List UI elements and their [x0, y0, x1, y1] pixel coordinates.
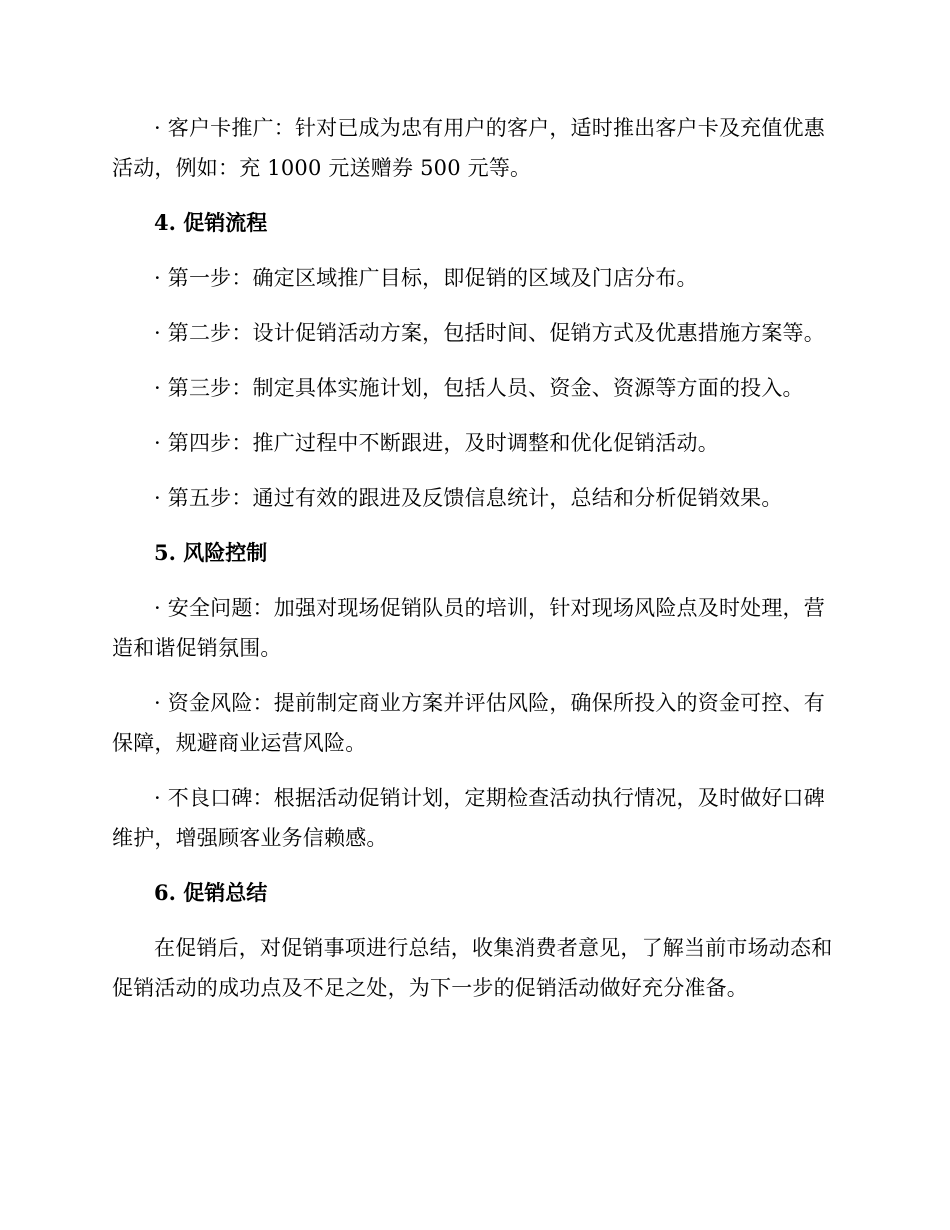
paragraph-financial-risk: · 资金风险：提前制定商业方案并评估风险，确保所投入的资金可控、有保障，规避商业运营风险。 [112, 691, 825, 755]
paragraph-reputation-risk: · 不良口碑：根据活动促销计划，定期检查活动执行情况，及时做好口碑维护，增强顾客业务信赖感。 [112, 786, 825, 850]
heading-promotion-summary: 6. 促销总结 [154, 880, 268, 905]
heading-promotion-process: 4. 促销流程 [154, 210, 268, 235]
heading-risk-control: 5. 风险控制 [154, 540, 268, 565]
paragraph-step-4: · 第四步：推广过程中不断跟进，及时调整和优化促销活动。 [154, 431, 719, 455]
paragraph-step-3: · 第三步：制定具体实施计划，包括人员、资金、资源等方面的投入。 [154, 376, 804, 400]
paragraph-step-2: · 第二步：设计促销活动方案，包括时间、促销方式及优惠措施方案等。 [154, 321, 825, 345]
paragraph-safety-issue: · 安全问题：加强对现场促销队员的培训，针对现场风险点及时处理，营造和谐促销氛围。 [112, 596, 825, 660]
paragraph-customer-card: · 客户卡推广：针对已成为忠有用户的客户，适时推出客户卡及充值优惠活动，例如：充 1000 元送赠券 500 元等。 [112, 116, 825, 180]
paragraph-step-1: · 第一步：确定区域推广目标，即促销的区域及门店分布。 [154, 266, 698, 290]
paragraph-summary: 在促销后，对促销事项进行总结，收集消费者意见，了解当前市场动态和促销活动的成功点及不足之处，为下一步的促销活动做好充分准备。 [112, 936, 833, 1000]
document-body [112, 108, 836, 1023]
paragraph-step-5: · 第五步：通过有效的跟进及反馈信息统计，总结和分析促销效果。 [154, 486, 783, 510]
